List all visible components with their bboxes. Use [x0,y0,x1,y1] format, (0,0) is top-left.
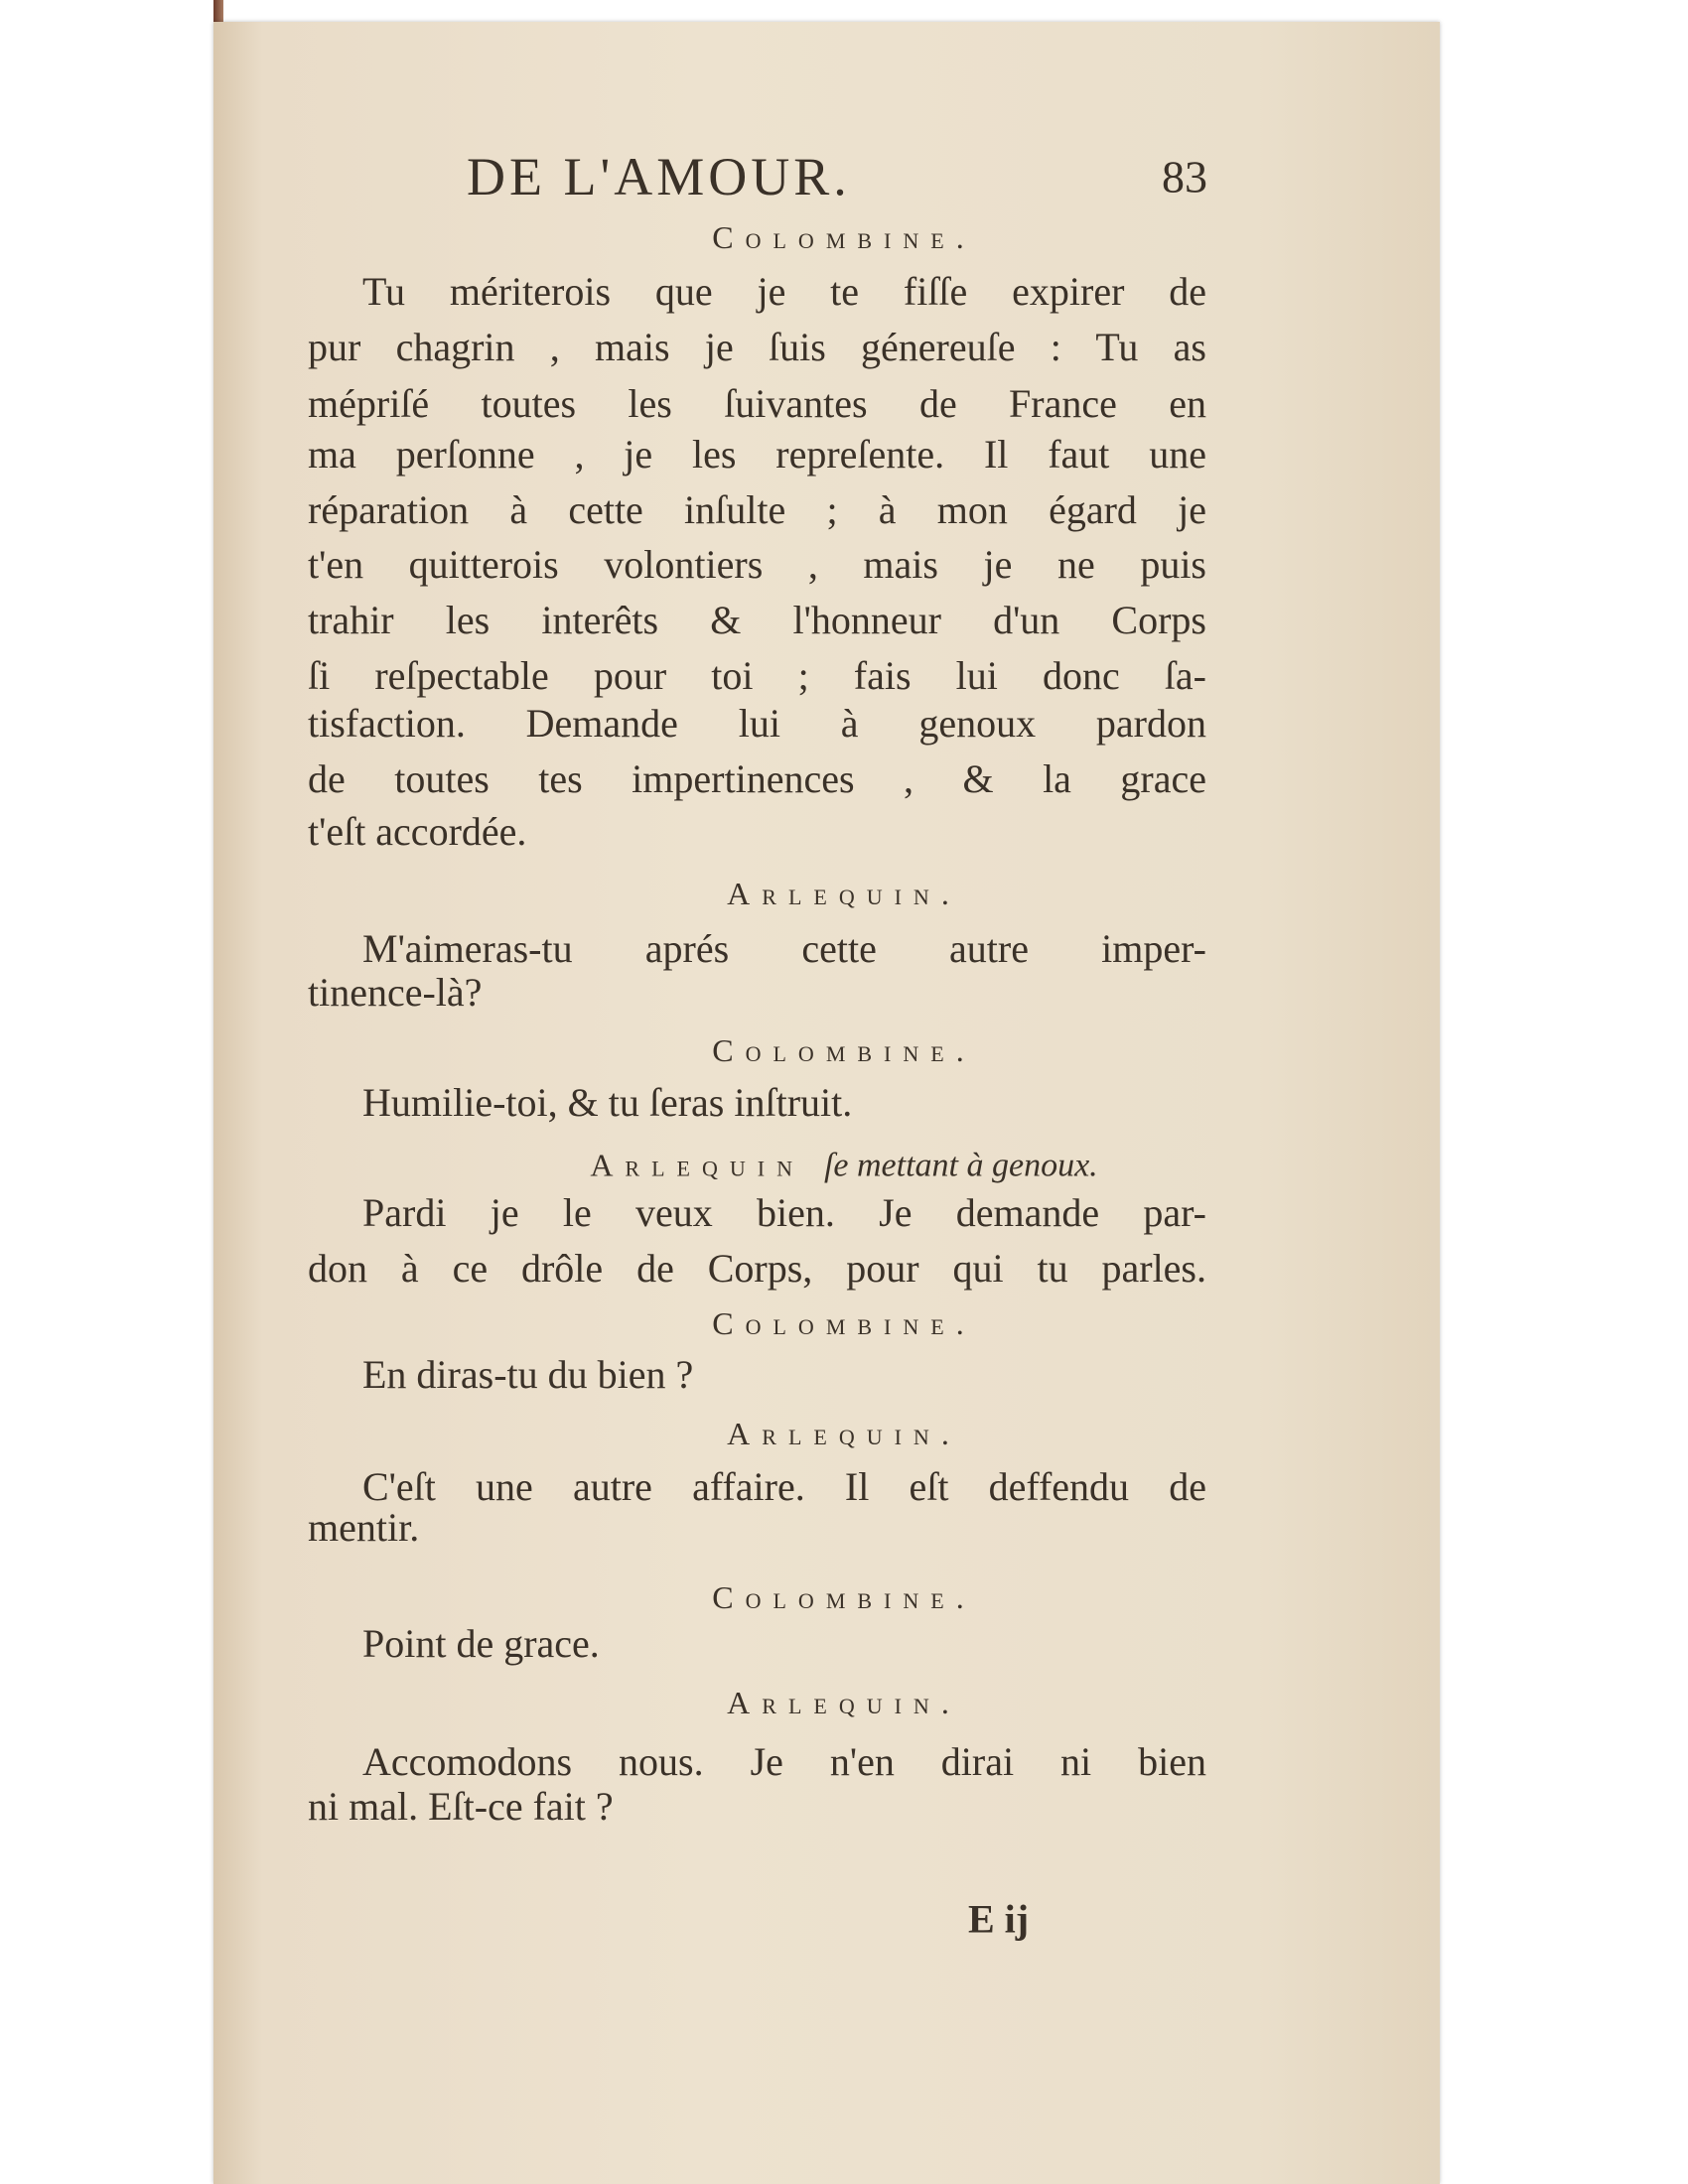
text-line: réparation à cette inſulte ; à mon égard je [308,487,1206,532]
text-line: pur chagrin , mais je ſuis génereuſe : Tu as [308,325,1206,369]
speaker-name [0,870,1688,917]
running-title: DE L'AMOUR. [467,147,851,206]
speaker-label: Colombine. [712,1305,976,1341]
text-line: ni mal. Eſt-ce fait ? [308,1784,614,1829]
speaker-name [0,1679,1688,1726]
text-line: tisfaction. Demande lui à genoux pardon [308,701,1206,746]
speaker-label: Arlequin. [727,1416,961,1451]
text-line: ma perſonne , je les repreſente. Il faut une [308,432,1206,477]
text-line: mépriſé toutes les ſuivantes de France en [308,381,1206,426]
text-line: Tu mériterois que je te fiſſe expirer de [362,269,1206,314]
text-line: t'eſt accordée. [308,809,527,854]
speaker-name [0,1299,1688,1347]
speaker-name [0,1142,1688,1190]
text-line: Point de grace. [362,1621,600,1666]
speaker-name [0,1573,1688,1621]
stage-direction: ſe mettant à genoux. [823,1147,1098,1184]
speaker-label: Colombine. [712,219,976,255]
text-line: de toutes tes impertinences , & la grace [308,756,1206,801]
page-number: 83 [1162,151,1207,203]
speaker-label: Colombine. [712,1579,976,1615]
speaker-label: Colombine. [712,1032,976,1068]
text-line: M'aimeras-tu aprés cette autre imper- [362,926,1206,971]
speaker-label: Arlequin. [727,1685,961,1720]
speaker-name [0,1026,1688,1074]
text-line: tinence-là? [308,970,483,1015]
text-line: C'eſt une autre affaire. Il eſt deffendu de [362,1464,1206,1509]
text-line: Accomodons nous. Je n'en dirai ni bien [362,1739,1206,1784]
text-line: don à ce drôle de Corps, pour qui tu parles. [308,1246,1206,1291]
speaker-name [0,213,1688,261]
text-line: trahir les interêts & l'honneur d'un Corps [308,598,1206,642]
speaker-label: Arlequin. [727,876,961,911]
text-line: ſi reſpectable pour toi ; fais lui donc ſa- [308,653,1206,698]
signature-mark: E ij [968,1896,1030,1942]
text-line: En diras-tu du bien ? [362,1352,694,1397]
speaker-label: Arlequin [590,1147,804,1183]
text-line: Humilie-toi, & tu ſeras inſtruit. [362,1080,853,1125]
text-line: t'en quitterois volontiers , mais je ne puis [308,542,1206,587]
text-line: Pardi je le veux bien. Je demande par- [362,1190,1206,1235]
text-line: mentir. [308,1505,420,1550]
speaker-name [0,1410,1688,1457]
